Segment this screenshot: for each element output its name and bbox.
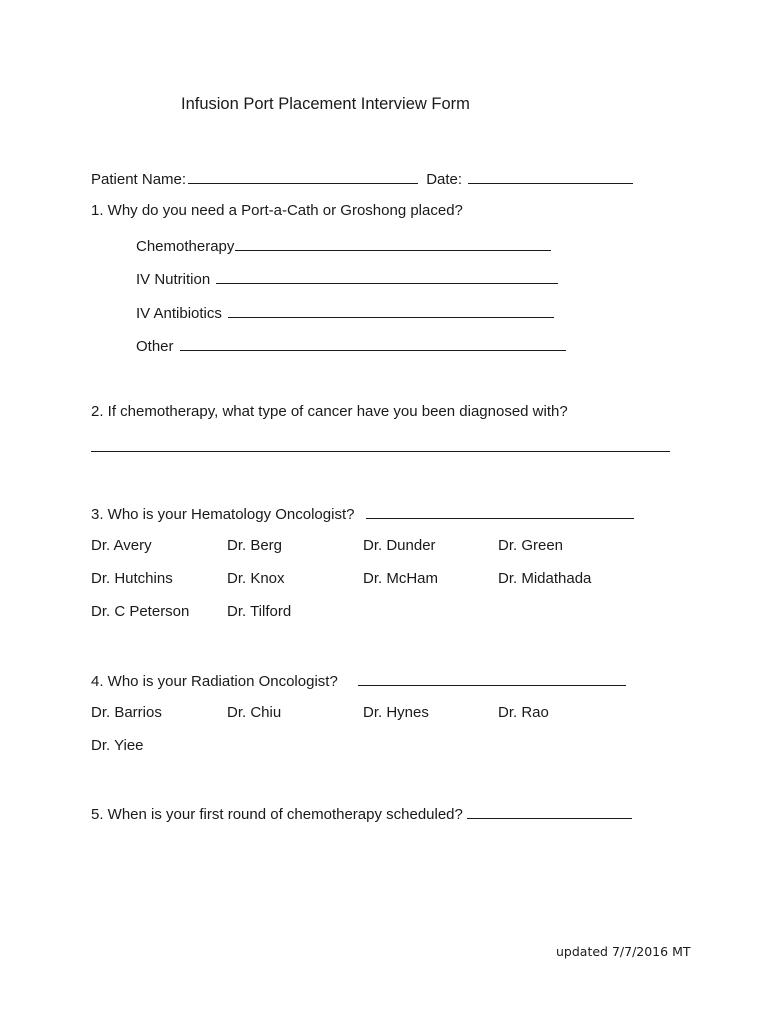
doctor-option[interactable]: Dr. Dunder	[363, 537, 436, 554]
patient-info-row	[91, 169, 633, 189]
option-row	[136, 303, 554, 323]
form-title: Infusion Port Placement Interview Form	[181, 95, 470, 113]
doctor-option[interactable]: Dr. Hutchins	[91, 570, 173, 587]
question-2: 2. If chemotherapy, what type of cancer have you been diagnosed with?	[91, 403, 568, 420]
question-4: 4. Who is your Radiation Oncologist?	[91, 673, 338, 690]
doctor-option[interactable]: Dr. Midathada	[498, 570, 592, 587]
cancer-type-field[interactable]	[91, 451, 670, 452]
doctor-option[interactable]: Dr. Berg	[227, 537, 283, 554]
option-row	[136, 236, 551, 256]
doctor-option[interactable]: Dr. C Peterson	[91, 603, 190, 620]
patient-name-label: Patient Name:	[91, 171, 187, 188]
doctor-option[interactable]: Dr. Green	[498, 537, 564, 554]
doctor-option[interactable]: Dr. Chiu	[227, 704, 282, 721]
option-iv-antibiotics-label: IV Antibiotics	[136, 305, 222, 322]
date-label: Date:	[426, 171, 463, 188]
doctor-option[interactable]: Dr. Rao	[498, 704, 549, 721]
radiation-oncologist-field[interactable]	[358, 671, 626, 686]
doctor-option[interactable]: Dr. Knox	[227, 570, 285, 587]
option-row	[136, 336, 566, 356]
doctor-option[interactable]: Dr. Yiee	[91, 737, 144, 754]
doctor-option[interactable]: Dr. Avery	[91, 537, 152, 554]
doctor-option[interactable]: Dr. Hynes	[363, 704, 429, 721]
option-row	[136, 269, 558, 289]
option-chemotherapy-label: Chemotherapy	[136, 238, 235, 255]
option-other-label: Other	[136, 338, 174, 355]
date-field[interactable]	[468, 169, 633, 184]
option-iv-nutrition-field[interactable]	[216, 269, 558, 284]
question-5: 5. When is your first round of chemotherapy scheduled?	[91, 806, 463, 823]
question-5-row	[91, 804, 632, 824]
option-iv-nutrition-label: IV Nutrition	[136, 271, 211, 288]
updated-footer: updated 7/7/2016 MT	[556, 944, 691, 959]
doctor-option[interactable]: Dr. Barrios	[91, 704, 162, 721]
option-chemotherapy-field[interactable]	[235, 236, 551, 251]
patient-name-field[interactable]	[188, 169, 418, 184]
doctor-option[interactable]: Dr. McHam	[363, 570, 438, 587]
question-4-row	[91, 671, 626, 691]
question-3: 3. Who is your Hematology Oncologist?	[91, 506, 355, 523]
doctor-option[interactable]: Dr. Tilford	[227, 603, 292, 620]
option-iv-antibiotics-field[interactable]	[228, 303, 554, 318]
hematology-oncologist-field[interactable]	[366, 504, 634, 519]
chemo-schedule-field[interactable]	[467, 804, 632, 819]
option-other-field[interactable]	[180, 336, 566, 351]
question-1: 1. Why do you need a Port-a-Cath or Groshong placed?	[91, 202, 463, 219]
question-3-row	[91, 504, 634, 524]
